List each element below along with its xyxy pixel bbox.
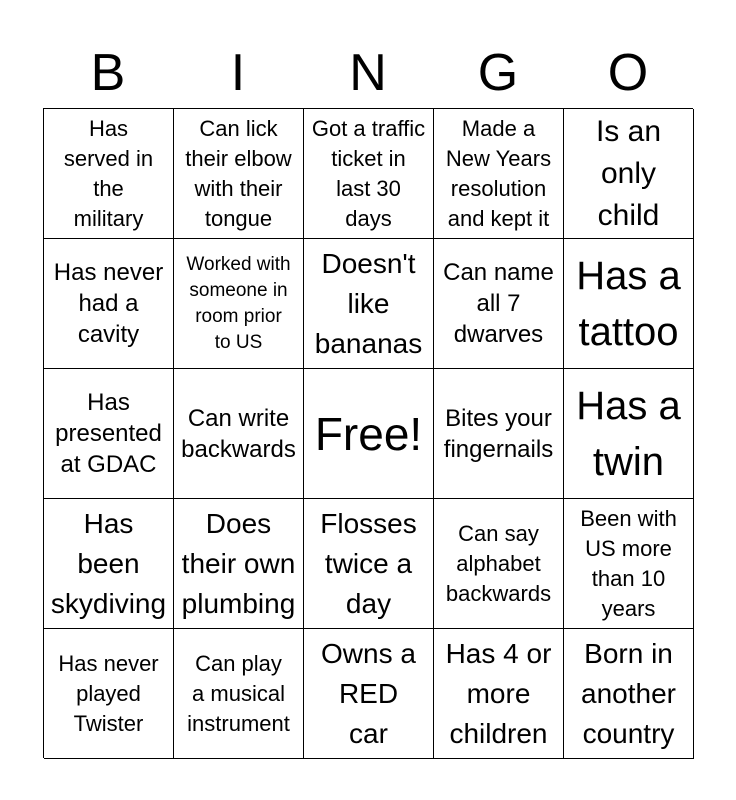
bingo-cell[interactable] <box>304 629 434 759</box>
cell-text: Worked with someone in room prior to US <box>186 253 291 353</box>
bingo-cell[interactable] <box>44 239 174 369</box>
bingo-cell[interactable] <box>174 629 304 759</box>
cell-text: Has never played Twister <box>58 650 159 736</box>
free-space-cell[interactable] <box>304 369 434 499</box>
bingo-cell[interactable] <box>304 499 434 629</box>
cell-text: Is an only child <box>595 114 662 232</box>
bingo-cell[interactable] <box>174 499 304 629</box>
bingo-cell[interactable] <box>44 109 174 239</box>
free-space-text: Free! <box>314 407 423 460</box>
bingo-cell[interactable] <box>434 369 564 499</box>
header-letter-n: N <box>349 44 387 102</box>
cell-text: Has presented at GDAC <box>55 389 162 478</box>
bingo-cell[interactable] <box>174 369 304 499</box>
bingo-cell[interactable] <box>434 239 564 369</box>
cell-text: Has a tattoo <box>576 253 681 354</box>
bingo-cell[interactable] <box>44 629 174 759</box>
bingo-cell[interactable] <box>304 109 434 239</box>
cell-text: Has a twin <box>576 383 681 484</box>
cell-text: Can play a musical instrument <box>187 650 290 736</box>
header-letter-g: G <box>477 44 519 102</box>
cell-text: Can say alphabet backwards <box>445 520 552 606</box>
bingo-cell[interactable] <box>174 109 304 239</box>
bingo-cell[interactable] <box>434 629 564 759</box>
bingo-cell[interactable] <box>434 499 564 629</box>
header-letter-o: O <box>607 44 649 102</box>
cell-text: Bites your fingernails <box>443 404 554 463</box>
bingo-cell[interactable] <box>564 239 694 369</box>
cell-text: Has been skydiving <box>50 507 167 619</box>
cell-text: Has 4 or more children <box>445 637 552 749</box>
bingo-header <box>43 40 693 106</box>
bingo-cell[interactable] <box>434 109 564 239</box>
bingo-cell[interactable] <box>564 629 694 759</box>
cell-text: Flosses twice a day <box>320 507 417 619</box>
bingo-cell[interactable] <box>564 499 694 629</box>
cell-text: Can lick their elbow with their tongue <box>185 115 292 231</box>
cell-text: Been with US more than 10 years <box>580 505 677 621</box>
cell-text: Has never had a cavity <box>53 259 164 348</box>
bingo-cell[interactable] <box>174 239 304 369</box>
bingo-cell[interactable] <box>44 499 174 629</box>
bingo-cell[interactable] <box>564 369 694 499</box>
cell-text: Born in another country <box>581 637 676 749</box>
cell-text: Got a traffic ticket in last 30 days <box>311 115 426 231</box>
cell-text: Can name all 7 dwarves <box>443 259 554 348</box>
header-letter-b: B <box>90 44 126 102</box>
cell-text: Does their own plumbing <box>181 507 296 619</box>
cell-text: Made a New Years resolution and kept it <box>445 115 552 231</box>
cell-text: Owns a RED car <box>321 637 416 749</box>
bingo-board <box>43 108 693 758</box>
bingo-cell[interactable] <box>44 369 174 499</box>
cell-text: Can write backwards <box>181 404 296 463</box>
cell-text: Doesn't like bananas <box>314 247 423 359</box>
bingo-cell[interactable] <box>304 239 434 369</box>
bingo-cell[interactable] <box>564 109 694 239</box>
header-letter-i: I <box>230 44 246 102</box>
cell-text: Has served in the military <box>63 115 154 231</box>
